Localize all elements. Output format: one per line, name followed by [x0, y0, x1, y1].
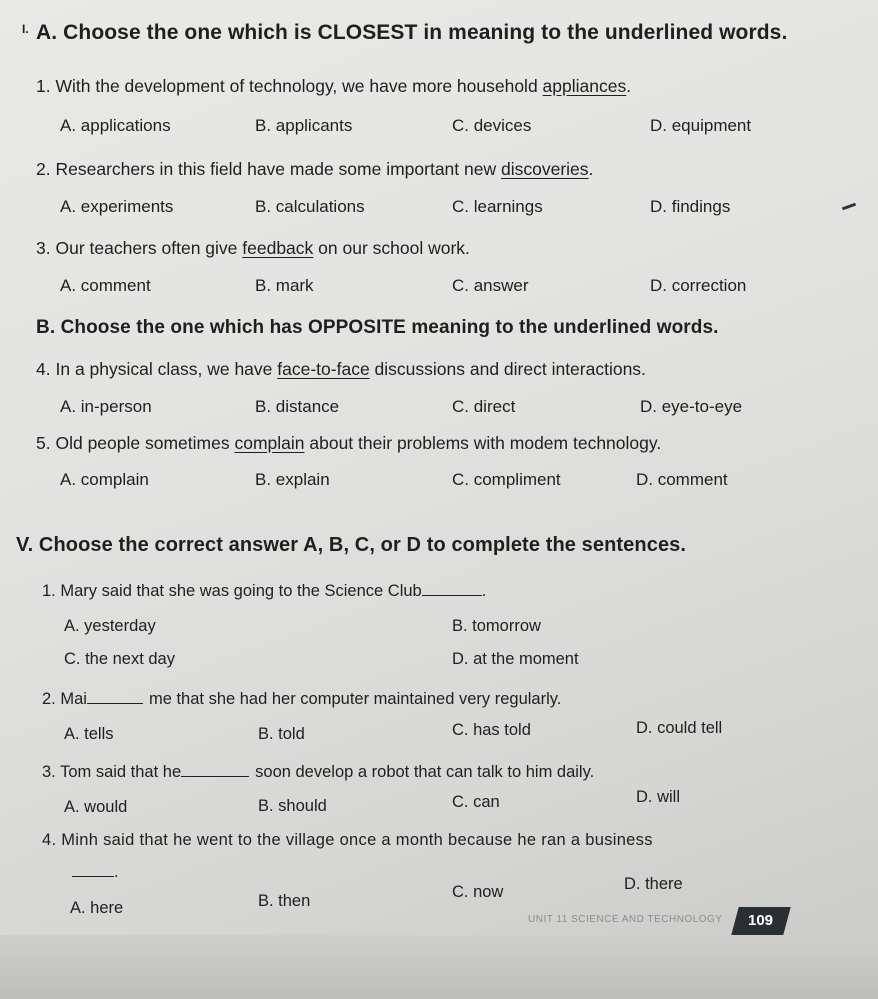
question-5 — [36, 433, 661, 454]
option-4c[interactable]: C. direct — [452, 397, 516, 416]
question-text: Mai — [60, 690, 87, 708]
underlined-word: complain — [234, 433, 305, 453]
question-v4 — [42, 831, 653, 850]
question-number: 2. — [36, 159, 51, 179]
option-5d[interactable]: D. comment — [636, 470, 728, 489]
option-v3b[interactable]: B. should — [258, 797, 327, 815]
page-number: 109 — [748, 912, 774, 929]
question-text: In a physical class, we have — [55, 359, 278, 379]
question-end: . — [481, 582, 487, 600]
question-number: 5. — [36, 433, 51, 453]
question-number: 3. — [36, 238, 51, 258]
question-v4-cont — [72, 863, 119, 882]
question-number: 1. — [36, 76, 51, 96]
question-text: Tom said that he — [60, 763, 182, 781]
question-number: 2. — [42, 690, 56, 708]
option-v1b[interactable]: B. tomorrow — [452, 617, 541, 635]
underlined-word: appliances — [542, 76, 627, 96]
option-v3d[interactable]: D. will — [636, 788, 680, 806]
option-5b[interactable]: B. explain — [255, 470, 330, 489]
option-2b[interactable]: B. calculations — [255, 197, 365, 216]
section-a-heading: A. Choose the one which is CLOSEST in meaning to the underlined words. — [36, 21, 788, 44]
option-v4a[interactable]: A. here — [70, 899, 124, 917]
underlined-word: face-to-face — [277, 359, 370, 379]
question-number: 4. — [42, 831, 57, 849]
question-text: Researchers in this field have made some important new — [55, 159, 501, 179]
question-end: me that she had her computer maintained very regularly. — [148, 690, 562, 708]
option-1d[interactable]: D. equipment — [650, 116, 752, 135]
page-bottom-shadow — [0, 935, 878, 999]
question-end: on our school work. — [313, 238, 470, 258]
option-v4c[interactable]: C. now — [452, 883, 504, 901]
question-end: . — [114, 863, 119, 881]
answer-blank[interactable] — [72, 876, 114, 877]
option-1b[interactable]: B. applicants — [255, 116, 353, 135]
option-3d[interactable]: D. correction — [650, 276, 747, 295]
question-text: Our teachers often give — [55, 238, 243, 258]
question-end: about their problems with modem technology. — [304, 433, 662, 453]
underlined-word: feedback — [242, 238, 314, 258]
option-2a[interactable]: A. experiments — [60, 197, 174, 216]
question-3 — [36, 238, 470, 259]
option-3a[interactable]: A. comment — [60, 276, 151, 295]
question-v2 — [42, 690, 561, 709]
question-v3 — [42, 763, 594, 782]
answer-blank[interactable] — [422, 595, 482, 596]
option-v1c[interactable]: C. the next day — [64, 650, 175, 668]
page-number-badge — [731, 907, 791, 935]
option-1c[interactable]: C. devices — [452, 116, 532, 135]
question-text: Old people sometimes — [55, 433, 235, 453]
answer-blank[interactable] — [181, 776, 249, 777]
section-number: I. — [22, 22, 29, 36]
answer-blank[interactable] — [87, 703, 143, 704]
option-v2a[interactable]: A. tells — [64, 725, 114, 743]
question-4 — [36, 359, 646, 380]
option-v1a[interactable]: A. yesterday — [64, 617, 156, 635]
question-number: 3. — [42, 763, 56, 781]
option-4d[interactable]: D. eye-to-eye — [640, 397, 743, 416]
underlined-word: discoveries — [500, 159, 589, 179]
option-v3a[interactable]: A. would — [64, 798, 128, 816]
option-3b[interactable]: B. mark — [255, 276, 314, 295]
section-b-heading: B. Choose the one which has OPPOSITE meaning to the underlined words. — [36, 317, 719, 338]
option-2c[interactable]: C. learnings — [452, 197, 543, 216]
unit-label: UNIT 11 SCIENCE AND TECHNOLOGY — [528, 914, 723, 925]
question-text: Mary said that she was going to the Science Club — [60, 582, 422, 600]
option-2d[interactable]: D. findings — [650, 197, 731, 216]
question-number: 4. — [36, 359, 51, 379]
option-v2d[interactable]: D. could tell — [636, 719, 723, 737]
option-5a[interactable]: A. complain — [60, 470, 149, 489]
question-end: . — [626, 76, 632, 96]
option-v2c[interactable]: C. has told — [452, 721, 531, 739]
option-4a[interactable]: A. in-person — [60, 397, 152, 416]
option-3c[interactable]: C. answer — [452, 276, 529, 295]
section-v-heading: V. Choose the correct answer A, B, C, or D to complete the sentences. — [16, 534, 687, 556]
option-v4b[interactable]: B. then — [258, 892, 311, 910]
pen-mark — [842, 203, 856, 211]
option-v2b[interactable]: B. told — [258, 725, 305, 743]
option-5c[interactable]: C. compliment — [452, 470, 561, 489]
question-text: Minh said that he went to the village once a month because he ran a business — [61, 831, 653, 849]
option-v3c[interactable]: C. can — [452, 793, 500, 811]
question-2 — [36, 159, 593, 180]
option-v4d[interactable]: D. there — [624, 875, 683, 893]
question-end: soon develop a robot that can talk to him daily. — [255, 763, 595, 781]
question-text: With the development of technology, we have more household — [55, 76, 543, 96]
question-number: 1. — [42, 582, 56, 600]
question-end: . — [588, 159, 594, 179]
option-v1d[interactable]: D. at the moment — [452, 650, 579, 668]
question-v1 — [42, 582, 486, 601]
option-1a[interactable]: A. applications — [60, 116, 171, 135]
question-1 — [36, 76, 631, 97]
option-4b[interactable]: B. distance — [255, 397, 340, 416]
question-end: discussions and direct interactions. — [369, 359, 646, 379]
